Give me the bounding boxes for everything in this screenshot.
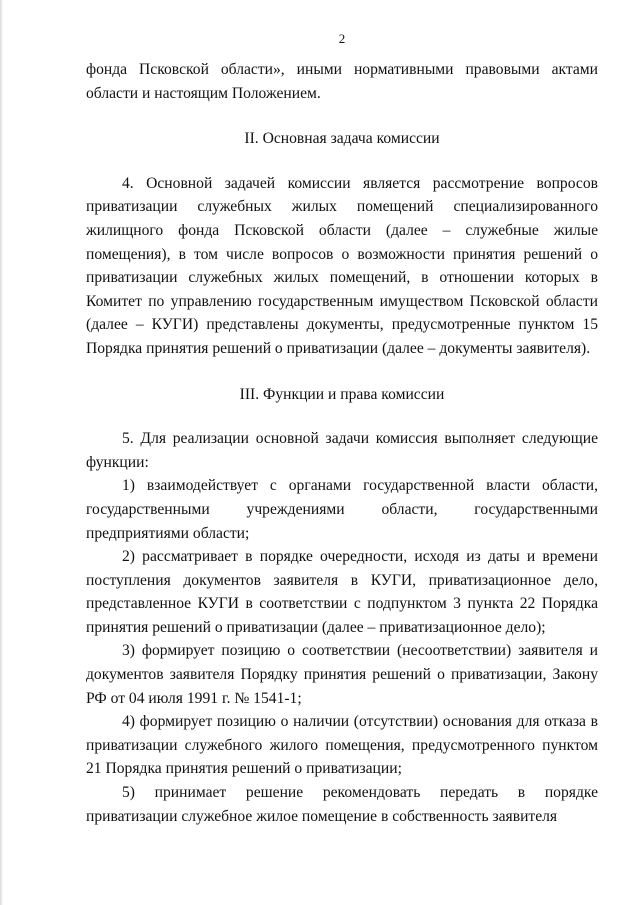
- page-number: 2: [338, 31, 346, 46]
- function-item-5: 5) принимает решение рекомендовать передать в порядке приватизации служебное жилое помещение в собственность заявителя: [86, 784, 598, 825]
- paragraph-continuation: фонда Псковской области», иными нормативными правовыми актами области и настоящим Положением.: [86, 61, 598, 102]
- function-item-3: 3) формирует позицию о соответствии (несоответствии) заявителя и документов заявителя Порядку принятия решений о приватизации, Закону РФ от 04 июля 1991 г. № 1541-1;: [86, 642, 598, 707]
- document-page: [86, 30, 598, 828]
- function-item-4: 4) формирует позицию о наличии (отсутствии) основания для отказа в приватизации служебного жилого помещения, предусмотренного пунктом 21 Порядка принятия решений о приватизации;: [86, 713, 598, 778]
- scan-edge: [0, 0, 3, 905]
- function-item-2: 2) рассматривает в порядке очередности, исходя из даты и времени поступления документов заявителя в КУГИ, приватизационное дело, представленное КУГИ в соответствии с подпунктом 3 пункта 22 Порядка принятия решений о приватизации (далее – приватизационное дело);: [86, 548, 598, 636]
- paragraph-5: 5. Для реализации основной задачи комиссия выполняет следующие функции:: [86, 430, 598, 471]
- function-item-1: 1) взаимодействует с органами государственной власти области, государственными учреждениями области, государственными предприятиями области;: [86, 477, 598, 542]
- section-heading-3: III. Функции и права комиссии: [239, 385, 445, 403]
- paragraph-4: 4. Основной задачей комиссии является рассмотрение вопросов приватизации служебных жилых помещений специализированного жилищного фонда Псковской области (далее – служебные жилые помещения), в том числе вопросов о возможности принятия решений о приватизации служебных жилых помещений, в отношении которых в Комитет по управлению государственным имуществом Псковской области (далее – КУГИ) представлены документы, предусмотренные пунктом 15 Порядка принятия решений о приватизации (далее – документы заявителя).: [86, 174, 598, 357]
- section-heading-2: II. Основная задача комиссии: [244, 130, 440, 148]
